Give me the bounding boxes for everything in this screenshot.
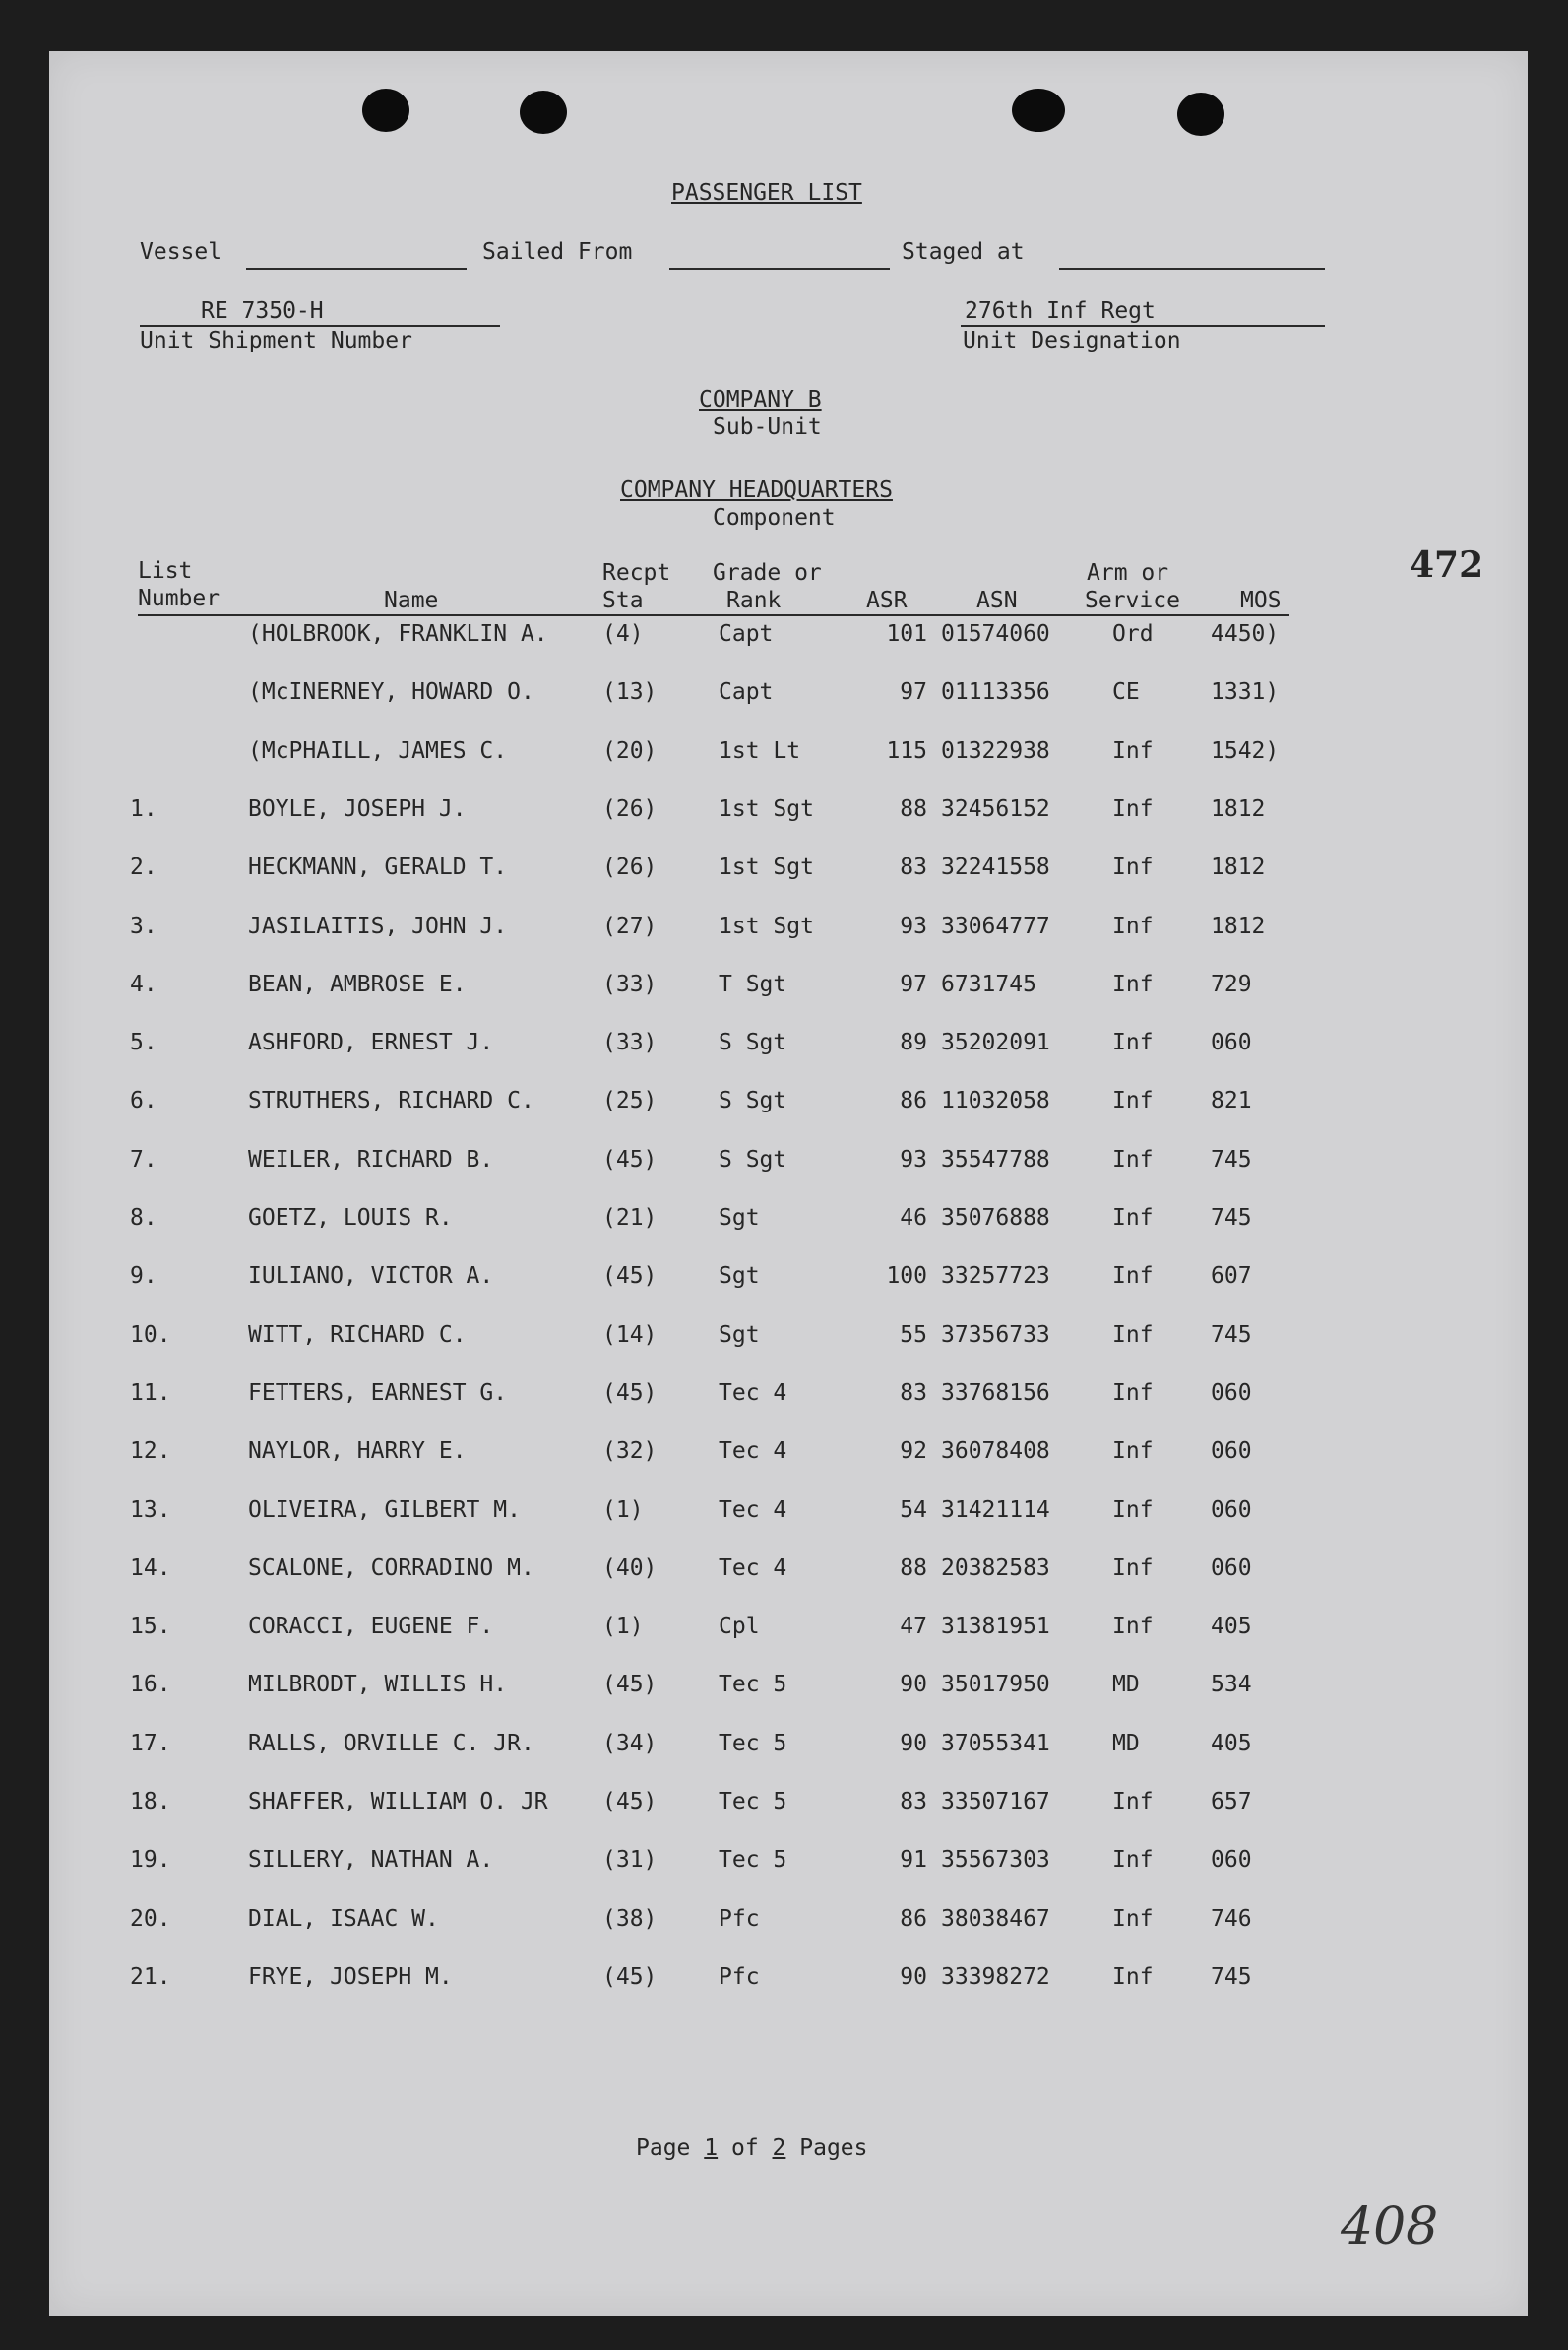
table-row bbox=[49, 971, 1528, 1000]
table-row bbox=[49, 1788, 1528, 1817]
asr: 92 bbox=[900, 1438, 927, 1465]
vessel-blank-line bbox=[246, 268, 467, 270]
mos: 745 bbox=[1211, 1146, 1252, 1173]
arm-service: Inf bbox=[1112, 1614, 1154, 1640]
passenger-name: SHAFFER, WILLIAM O. JR bbox=[248, 1789, 548, 1814]
header-underline bbox=[138, 614, 1289, 616]
arm-service: Inf bbox=[1112, 1263, 1154, 1290]
handwritten-number: 408 bbox=[1341, 2197, 1439, 2256]
recpt-sta: (45) bbox=[602, 1963, 658, 1990]
passenger-name: CORACCI, EUGENE F. bbox=[248, 1614, 494, 1640]
asr: 88 bbox=[900, 795, 927, 822]
passenger-name: BEAN, AMBROSE E. bbox=[248, 971, 467, 997]
asn: 35017950 bbox=[941, 1672, 1050, 1698]
recpt-sta: (4) bbox=[602, 621, 644, 647]
recpt-sta: (45) bbox=[602, 1789, 658, 1814]
asr: 55 bbox=[900, 1321, 927, 1348]
asn: 01322938 bbox=[941, 737, 1050, 764]
list-number: 12. bbox=[130, 1438, 171, 1465]
asn: 35567303 bbox=[941, 1847, 1050, 1874]
header-grade: Grade or bbox=[713, 560, 822, 586]
table-row bbox=[49, 1204, 1528, 1234]
mos: 746 bbox=[1211, 1905, 1252, 1932]
recpt-sta: (38) bbox=[602, 1905, 658, 1932]
asn: 38038467 bbox=[941, 1905, 1050, 1932]
list-number: 4. bbox=[130, 971, 157, 997]
grade: Tec 5 bbox=[719, 1847, 787, 1874]
list-number: 18. bbox=[130, 1789, 171, 1814]
asn: 33768156 bbox=[941, 1379, 1050, 1406]
arm-service: Inf bbox=[1112, 1789, 1154, 1814]
passenger-name: (McINERNEY, HOWARD O. bbox=[248, 679, 534, 706]
list-number: 3. bbox=[130, 913, 157, 939]
recpt-sta: (1) bbox=[602, 1614, 644, 1640]
passenger-name: STRUTHERS, RICHARD C. bbox=[248, 1088, 534, 1114]
mos: 060 bbox=[1211, 1438, 1252, 1465]
asr: 89 bbox=[900, 1030, 927, 1056]
arm-service: Inf bbox=[1112, 1496, 1154, 1523]
document-sheet bbox=[49, 51, 1528, 2316]
recpt-sta: (45) bbox=[602, 1379, 658, 1406]
recpt-sta: (25) bbox=[602, 1088, 658, 1114]
arm-service: CE bbox=[1112, 679, 1140, 706]
sailed-from-label: Sailed From bbox=[482, 239, 633, 265]
staged-at-label: Staged at bbox=[902, 239, 1025, 265]
passenger-name: WEILER, RICHARD B. bbox=[248, 1146, 494, 1173]
grade: Capt bbox=[719, 621, 774, 647]
header-mos: MOS bbox=[1240, 588, 1282, 613]
grade: Tec 4 bbox=[719, 1555, 787, 1581]
unit-shipment-number: RE 7350-H bbox=[201, 298, 324, 324]
grade: Sgt bbox=[719, 1263, 760, 1290]
mos: 1542) bbox=[1211, 737, 1280, 764]
grade: S Sgt bbox=[719, 1088, 787, 1114]
page-of: of bbox=[730, 2135, 759, 2161]
asr: 83 bbox=[900, 855, 927, 881]
passenger-name: GOETZ, LOUIS R. bbox=[248, 1205, 453, 1231]
grade: Cpl bbox=[719, 1614, 760, 1640]
asn: 33064777 bbox=[941, 913, 1050, 939]
recpt-sta: (21) bbox=[602, 1205, 658, 1231]
mos: 060 bbox=[1211, 1555, 1252, 1581]
recpt-sta: (26) bbox=[602, 855, 658, 881]
grade: 1st Sgt bbox=[719, 913, 814, 939]
asn: 33398272 bbox=[941, 1963, 1050, 1990]
asn: 36078408 bbox=[941, 1438, 1050, 1465]
vessel-label: Vessel bbox=[140, 239, 222, 265]
list-number: 14. bbox=[130, 1555, 171, 1581]
grade: S Sgt bbox=[719, 1030, 787, 1056]
grade: T Sgt bbox=[719, 971, 787, 997]
table-row bbox=[49, 1087, 1528, 1116]
list-number: 8. bbox=[130, 1205, 157, 1231]
grade: S Sgt bbox=[719, 1146, 787, 1173]
grade: Sgt bbox=[719, 1321, 760, 1348]
table-row bbox=[49, 1671, 1528, 1700]
asr: 46 bbox=[900, 1205, 927, 1231]
asr: 90 bbox=[900, 1672, 927, 1698]
unit-shipment-number-label: Unit Shipment Number bbox=[140, 328, 412, 353]
passenger-name: WITT, RICHARD C. bbox=[248, 1321, 467, 1348]
mos: 821 bbox=[1211, 1088, 1252, 1114]
stamped-page-number: 472 bbox=[1410, 544, 1484, 586]
table-row bbox=[49, 1963, 1528, 1993]
header-service: Service bbox=[1085, 588, 1180, 613]
grade: 1st Lt bbox=[719, 737, 801, 764]
grade: Tec 5 bbox=[719, 1672, 787, 1698]
grade: 1st Sgt bbox=[719, 795, 814, 822]
arm-service: MD bbox=[1112, 1672, 1140, 1698]
mos: 607 bbox=[1211, 1263, 1252, 1290]
recpt-sta: (13) bbox=[602, 679, 658, 706]
asr: 97 bbox=[900, 971, 927, 997]
passenger-name: JASILAITIS, JOHN J. bbox=[248, 913, 508, 939]
table-row bbox=[49, 913, 1528, 942]
grade: Pfc bbox=[719, 1963, 760, 1990]
asn: 35202091 bbox=[941, 1030, 1050, 1056]
arm-service: Inf bbox=[1112, 1963, 1154, 1990]
arm-service: Inf bbox=[1112, 1905, 1154, 1932]
mos: 657 bbox=[1211, 1789, 1252, 1814]
list-number: 17. bbox=[130, 1730, 171, 1756]
arm-service: Inf bbox=[1112, 1379, 1154, 1406]
mos: 534 bbox=[1211, 1672, 1252, 1698]
grade: Capt bbox=[719, 679, 774, 706]
arm-service: Inf bbox=[1112, 795, 1154, 822]
table-row bbox=[49, 1146, 1528, 1175]
punch-hole bbox=[362, 89, 409, 132]
asn: 11032058 bbox=[941, 1088, 1050, 1114]
recpt-sta: (31) bbox=[602, 1847, 658, 1874]
page-footer bbox=[636, 2134, 868, 2162]
passenger-name: RALLS, ORVILLE C. JR. bbox=[248, 1730, 534, 1756]
recpt-sta: (34) bbox=[602, 1730, 658, 1756]
punch-hole bbox=[520, 91, 567, 134]
grade: Tec 4 bbox=[719, 1379, 787, 1406]
page-suffix: Pages bbox=[799, 2135, 868, 2161]
passenger-name: HECKMANN, GERALD T. bbox=[248, 855, 508, 881]
table-row bbox=[49, 1555, 1528, 1584]
header-recpt: Recpt bbox=[602, 560, 671, 586]
asr: 115 bbox=[886, 737, 927, 764]
asn: 35076888 bbox=[941, 1205, 1050, 1231]
recpt-sta: (33) bbox=[602, 1030, 658, 1056]
page-current: 1 bbox=[704, 2135, 719, 2161]
asn: 33507167 bbox=[941, 1789, 1050, 1814]
asr: 83 bbox=[900, 1379, 927, 1406]
grade: Sgt bbox=[719, 1205, 760, 1231]
passenger-name: FETTERS, EARNEST G. bbox=[248, 1379, 508, 1406]
asr: 86 bbox=[900, 1088, 927, 1114]
recpt-sta: (45) bbox=[602, 1146, 658, 1173]
header-rank: Rank bbox=[726, 588, 782, 613]
asn: 31381951 bbox=[941, 1614, 1050, 1640]
asr: 97 bbox=[900, 679, 927, 706]
mos: 1812 bbox=[1211, 913, 1266, 939]
mos: 405 bbox=[1211, 1614, 1252, 1640]
list-number: 13. bbox=[130, 1496, 171, 1523]
list-number: 15. bbox=[130, 1614, 171, 1640]
grade: Tec 5 bbox=[719, 1730, 787, 1756]
list-number: 7. bbox=[130, 1146, 157, 1173]
mos: 1812 bbox=[1211, 795, 1266, 822]
asn: 6731745 bbox=[941, 971, 1036, 997]
table-row bbox=[49, 1321, 1528, 1351]
mos: 060 bbox=[1211, 1496, 1252, 1523]
passenger-name: SCALONE, CORRADINO M. bbox=[248, 1555, 534, 1581]
table-row bbox=[49, 1846, 1528, 1875]
punch-hole bbox=[1177, 93, 1224, 136]
passenger-name: (HOLBROOK, FRANKLIN A. bbox=[248, 621, 548, 647]
table-row bbox=[49, 1613, 1528, 1642]
asn: 20382583 bbox=[941, 1555, 1050, 1581]
list-number: 21. bbox=[130, 1963, 171, 1990]
arm-service: Inf bbox=[1112, 737, 1154, 764]
passenger-name: (McPHAILL, JAMES C. bbox=[248, 737, 508, 764]
recpt-sta: (32) bbox=[602, 1438, 658, 1465]
mos: 060 bbox=[1211, 1030, 1252, 1056]
asr: 91 bbox=[900, 1847, 927, 1874]
grade: Tec 4 bbox=[719, 1496, 787, 1523]
arm-service: Inf bbox=[1112, 855, 1154, 881]
mos: 060 bbox=[1211, 1379, 1252, 1406]
arm-service: Inf bbox=[1112, 913, 1154, 939]
arm-service: Inf bbox=[1112, 971, 1154, 997]
mos: 745 bbox=[1211, 1321, 1252, 1348]
mos: 729 bbox=[1211, 971, 1252, 997]
grade: Tec 4 bbox=[719, 1438, 787, 1465]
passenger-name: IULIANO, VICTOR A. bbox=[248, 1263, 494, 1290]
unit-designation: 276th Inf Regt bbox=[965, 298, 1156, 324]
list-number: 9. bbox=[130, 1263, 157, 1290]
table-row bbox=[49, 620, 1528, 650]
recpt-sta: (27) bbox=[602, 913, 658, 939]
asr: 93 bbox=[900, 1146, 927, 1173]
table-row bbox=[49, 1379, 1528, 1409]
recpt-sta: (45) bbox=[602, 1672, 658, 1698]
arm-service: Inf bbox=[1112, 1321, 1154, 1348]
staged-at-blank-line bbox=[1059, 268, 1325, 270]
recpt-sta: (20) bbox=[602, 737, 658, 764]
list-number: 5. bbox=[130, 1030, 157, 1056]
table-row bbox=[49, 1262, 1528, 1292]
arm-service: Inf bbox=[1112, 1030, 1154, 1056]
header-sta: Sta bbox=[602, 588, 644, 613]
header-asr: ASR bbox=[866, 588, 908, 613]
sailed-from-blank-line bbox=[669, 268, 890, 270]
passenger-name: BOYLE, JOSEPH J. bbox=[248, 795, 467, 822]
arm-service: Inf bbox=[1112, 1205, 1154, 1231]
recpt-sta: (33) bbox=[602, 971, 658, 997]
asn: 32241558 bbox=[941, 855, 1050, 881]
component-label: Component bbox=[713, 505, 836, 531]
table-row bbox=[49, 1905, 1528, 1935]
table-row bbox=[49, 795, 1528, 825]
asr: 83 bbox=[900, 1789, 927, 1814]
page-prefix: Page bbox=[636, 2135, 691, 2161]
asr: 54 bbox=[900, 1496, 927, 1523]
asn: 35547788 bbox=[941, 1146, 1050, 1173]
sub-unit-label: Sub-Unit bbox=[713, 414, 822, 440]
list-number: 1. bbox=[130, 795, 157, 822]
recpt-sta: (40) bbox=[602, 1555, 658, 1581]
list-number: 16. bbox=[130, 1672, 171, 1698]
mos: 405 bbox=[1211, 1730, 1252, 1756]
asn: 01113356 bbox=[941, 679, 1050, 706]
list-number: 2. bbox=[130, 855, 157, 881]
table-row bbox=[49, 737, 1528, 767]
header-arm: Arm or bbox=[1087, 560, 1169, 586]
page-total: 2 bbox=[772, 2135, 786, 2161]
asr: 47 bbox=[900, 1614, 927, 1640]
header-number: Number bbox=[138, 586, 220, 611]
header-list: List bbox=[138, 558, 193, 584]
arm-service: Inf bbox=[1112, 1088, 1154, 1114]
table-row bbox=[49, 1730, 1528, 1759]
list-number: 19. bbox=[130, 1847, 171, 1874]
passenger-name: DIAL, ISAAC W. bbox=[248, 1905, 439, 1932]
header-asn: ASN bbox=[976, 588, 1018, 613]
passenger-name: ASHFORD, ERNEST J. bbox=[248, 1030, 494, 1056]
recpt-sta: (14) bbox=[602, 1321, 658, 1348]
punch-hole bbox=[1012, 89, 1065, 132]
asn: 37356733 bbox=[941, 1321, 1050, 1348]
table-row bbox=[49, 1496, 1528, 1526]
arm-service: Inf bbox=[1112, 1847, 1154, 1874]
mos: 1331) bbox=[1211, 679, 1280, 706]
asn: 33257723 bbox=[941, 1263, 1050, 1290]
list-number: 11. bbox=[130, 1379, 171, 1406]
grade: Tec 5 bbox=[719, 1789, 787, 1814]
mos: 060 bbox=[1211, 1847, 1252, 1874]
passenger-name: NAYLOR, HARRY E. bbox=[248, 1438, 467, 1465]
sub-unit: COMPANY B bbox=[699, 387, 822, 413]
mos: 1812 bbox=[1211, 855, 1266, 881]
recpt-sta: (26) bbox=[602, 795, 658, 822]
list-number: 6. bbox=[130, 1088, 157, 1114]
table-row bbox=[49, 678, 1528, 708]
passenger-name: SILLERY, NATHAN A. bbox=[248, 1847, 494, 1874]
list-number: 20. bbox=[130, 1905, 171, 1932]
asr: 86 bbox=[900, 1905, 927, 1932]
table-row bbox=[49, 1029, 1528, 1058]
form-title: PASSENGER LIST bbox=[671, 180, 862, 206]
list-number: 10. bbox=[130, 1321, 171, 1348]
grade: 1st Sgt bbox=[719, 855, 814, 881]
asn: 37055341 bbox=[941, 1730, 1050, 1756]
unit-designation-label: Unit Designation bbox=[963, 328, 1181, 353]
asr: 101 bbox=[886, 621, 927, 647]
recpt-sta: (45) bbox=[602, 1263, 658, 1290]
table-row bbox=[49, 1437, 1528, 1467]
asr: 90 bbox=[900, 1730, 927, 1756]
grade: Pfc bbox=[719, 1905, 760, 1932]
asn: 01574060 bbox=[941, 621, 1050, 647]
header-name: Name bbox=[384, 588, 439, 613]
asr: 88 bbox=[900, 1555, 927, 1581]
arm-service: Ord bbox=[1112, 621, 1154, 647]
passenger-name: OLIVEIRA, GILBERT M. bbox=[248, 1496, 521, 1523]
asr: 100 bbox=[886, 1263, 927, 1290]
asn: 31421114 bbox=[941, 1496, 1050, 1523]
asn: 32456152 bbox=[941, 795, 1050, 822]
passenger-name: FRYE, JOSEPH M. bbox=[248, 1963, 453, 1990]
asr: 93 bbox=[900, 913, 927, 939]
mos: 745 bbox=[1211, 1963, 1252, 1990]
arm-service: Inf bbox=[1112, 1438, 1154, 1465]
recpt-sta: (1) bbox=[602, 1496, 644, 1523]
mos: 745 bbox=[1211, 1205, 1252, 1231]
component: COMPANY HEADQUARTERS bbox=[620, 477, 893, 503]
arm-service: MD bbox=[1112, 1730, 1140, 1756]
mos: 4450) bbox=[1211, 621, 1280, 647]
asr: 90 bbox=[900, 1963, 927, 1990]
passenger-name: MILBRODT, WILLIS H. bbox=[248, 1672, 508, 1698]
table-row bbox=[49, 854, 1528, 883]
arm-service: Inf bbox=[1112, 1146, 1154, 1173]
arm-service: Inf bbox=[1112, 1555, 1154, 1581]
